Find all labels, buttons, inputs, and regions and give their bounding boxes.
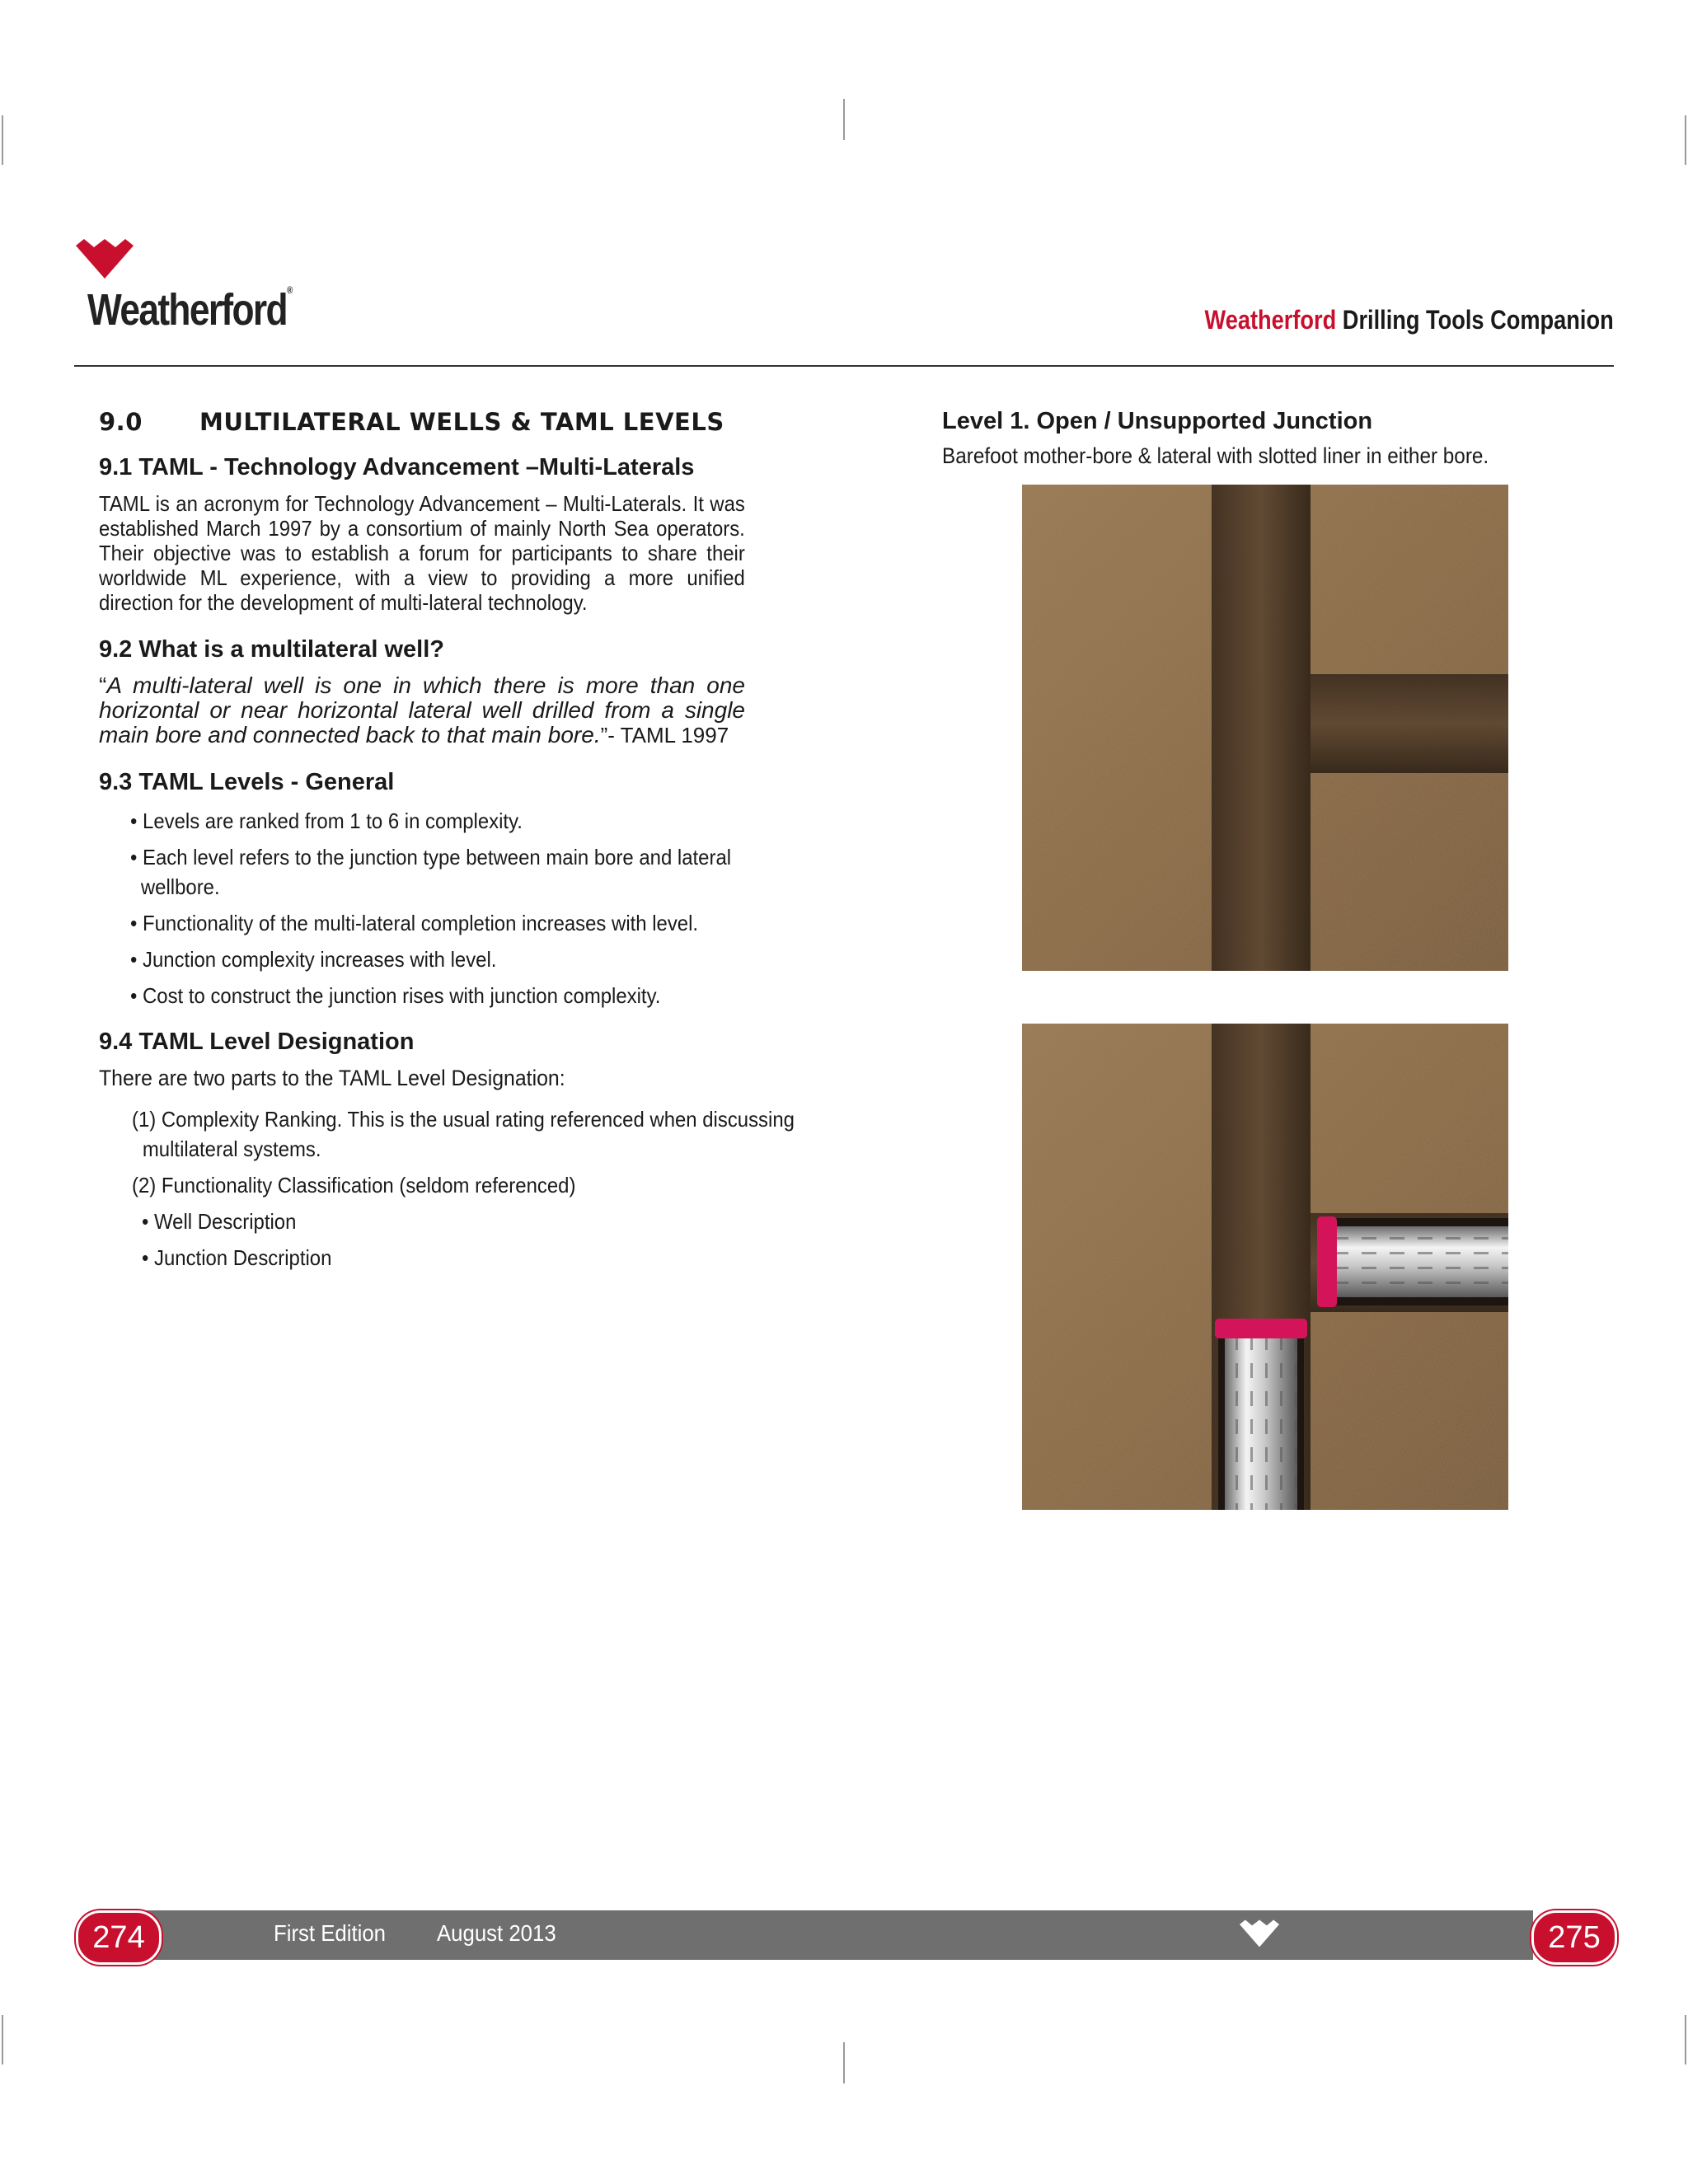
subsection-9-3-title: 9.3 TAML Levels - General — [99, 769, 395, 795]
classification-sub-list — [99, 1207, 745, 1272]
crop-mark — [1685, 2015, 1686, 2064]
footer-edition: First Edition — [274, 1920, 387, 1946]
header-divider — [74, 365, 1614, 367]
level-1-title: Level 1. Open / Unsupported Junction — [942, 408, 1373, 434]
weatherford-logo-icon — [76, 239, 134, 279]
open-junction-illustration — [1022, 485, 1508, 971]
list-item: • Junction complexity increases with level. — [130, 947, 497, 972]
left-column — [99, 408, 795, 1279]
taml-definition-quote: “A multi-lateral well is one in which there is more than one horizontal or near horizontal lateral well drilled from a single main bore and connected back to that main bore.”- TAML 1997 — [99, 673, 745, 748]
page-number-left: 274 — [76, 1910, 162, 1965]
list-item: • Junction Description — [142, 1245, 332, 1270]
footer-date: August 2013 — [437, 1920, 556, 1946]
crop-mark — [843, 2042, 845, 2083]
subsection-9-1-body: TAML is an acronym for Technology Advancement – Multi-Laterals. It was established March 1997 by a consortium of mainly North Sea operators. Their objective was to establish a forum for participants to share their worldwide ML experience, with a view to providing a more unified direction for the development of multi-lateral technology. — [99, 491, 745, 615]
subsection-9-1-title: 9.1 TAML - Technology Advancement –Multi-Laterals — [99, 454, 695, 480]
crop-mark — [843, 99, 845, 140]
designation-parts-list — [99, 1104, 795, 1200]
list-item: • Cost to construct the junction rises with junction complexity. — [130, 983, 661, 1008]
publication-title — [1205, 305, 1614, 335]
list-item: • Each level refers to the junction type between main bore and lateral wellbore. — [130, 845, 732, 899]
weatherford-chevron-icon — [1240, 1919, 1279, 1947]
slotted-liner-junction-illustration — [1022, 1024, 1508, 1510]
brand-name: Weatherford — [1204, 305, 1337, 335]
section-heading: 9.0 MULTILATERAL WELLS & TAML LEVELS — [99, 408, 724, 436]
list-item: • Levels are ranked from 1 to 6 in complexity. — [130, 808, 523, 833]
list-item: (1) Complexity Ranking. This is the usual rating referenced when discussing multilateral systems. — [132, 1107, 795, 1161]
levels-general-list — [99, 806, 745, 1010]
subsection-9-2-title: 9.2 What is a multilateral well? — [99, 636, 445, 663]
list-item: • Functionality of the multi-lateral completion increases with level. — [130, 911, 699, 935]
list-item: • Well Description — [142, 1209, 297, 1234]
crop-mark — [2, 115, 3, 165]
page-number-right: 275 — [1531, 1910, 1617, 1965]
crop-mark — [2, 2015, 3, 2064]
level-1-description: Barefoot mother-bore & lateral with slotted liner in either bore. — [942, 443, 1489, 468]
right-column — [942, 408, 1552, 469]
list-item: (2) Functionality Classification (seldom referenced) — [132, 1173, 576, 1197]
publication-name: Drilling Tools Companion — [1343, 305, 1614, 335]
crop-mark — [1685, 115, 1686, 165]
logo-wordmark: Weatherford® — [87, 284, 293, 335]
designation-intro: There are two parts to the TAML Level Designation: — [99, 1066, 565, 1090]
subsection-9-4-title: 9.4 TAML Level Designation — [99, 1029, 415, 1055]
